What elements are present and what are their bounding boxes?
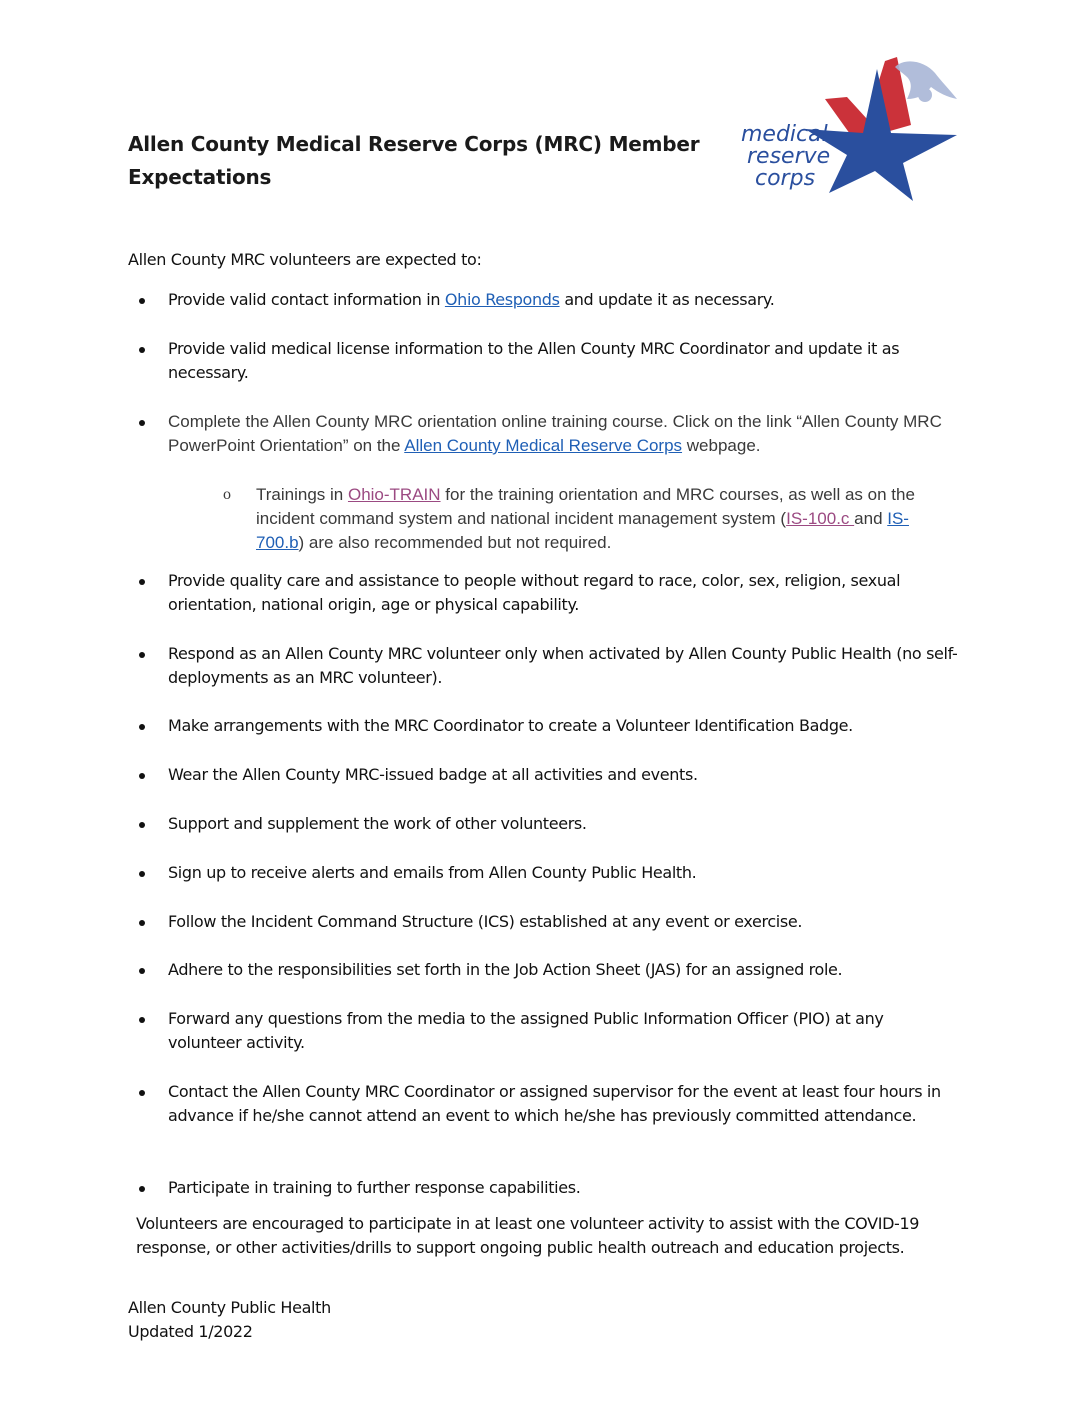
is-700b-link[interactable]: IS-700.b bbox=[256, 509, 909, 552]
bullet-icon bbox=[139, 920, 145, 926]
list-item bbox=[168, 910, 958, 934]
bullet-icon bbox=[139, 652, 145, 658]
list-item-text: Follow the Incident Command Structure (ICS) established at any event or exercise. bbox=[168, 912, 803, 931]
list-item-text: Forward any questions from the media to the assigned Public Information Officer (PIO) at any volunteer activity. bbox=[168, 1009, 884, 1052]
list-item-text: Wear the Allen County MRC-issued badge at all activities and events. bbox=[168, 765, 698, 784]
sub-list-item bbox=[223, 483, 956, 555]
list-item-text: Participate in training to further response capabilities. bbox=[168, 1178, 581, 1197]
closing-paragraph: Volunteers are encouraged to participate in at least one volunteer activity to assist with the COVID-19 response, or other activities/drills to support ongoing public health outreach and education projects. bbox=[136, 1214, 920, 1257]
list-item bbox=[168, 1007, 958, 1055]
list-item-text: Adhere to the responsibilities set forth in the Job Action Sheet (JAS) for an assigned role. bbox=[168, 960, 843, 979]
sub-bullet-icon: o bbox=[223, 486, 231, 503]
footer bbox=[128, 1296, 331, 1344]
list-item-text: Complete the Allen County MRC orientation online training course. Click on the link “Allen County MRC PowerPoint Orientation” on the bbox=[168, 412, 942, 455]
logo-text-medical: medical bbox=[741, 122, 828, 147]
bullet-icon bbox=[139, 1186, 145, 1192]
list-item bbox=[168, 337, 958, 385]
bullet-icon bbox=[139, 420, 145, 426]
list-item-text: and update it as necessary. bbox=[559, 290, 775, 309]
list-item bbox=[168, 958, 958, 982]
list-item bbox=[168, 861, 958, 885]
list-item-text: Contact the Allen County MRC Coordinator or assigned supervisor for the event at least four hours in advance if he/she cannot attend an event to which he/she has previously committed attendance. bbox=[168, 1082, 941, 1125]
bullet-icon bbox=[139, 1090, 145, 1096]
list-item bbox=[168, 410, 958, 458]
bullet-icon bbox=[139, 579, 145, 585]
list-item bbox=[168, 569, 958, 617]
list-item-text: Respond as an Allen County MRC volunteer only when activated by Allen County Public Health (no self-deployments as an MRC volunteer). bbox=[168, 644, 958, 687]
intro-text: Allen County MRC volunteers are expected to: bbox=[128, 250, 482, 269]
list-item-text: Provide valid medical license information to the Allen County MRC Coordinator and update it as necessary. bbox=[168, 339, 900, 382]
ohio-responds-link[interactable]: Ohio Responds bbox=[444, 290, 560, 309]
list-item bbox=[168, 642, 958, 690]
sub-item-text: and bbox=[854, 509, 888, 528]
list-item bbox=[168, 288, 958, 312]
logo-text-corps: corps bbox=[755, 166, 816, 191]
list-item-text: Provide quality care and assistance to people without regard to race, color, sex, religion, sexual orientation, national origin, age or physical capability. bbox=[168, 571, 901, 614]
sub-item-text: ) are also recommended but not required. bbox=[298, 533, 612, 552]
bullet-icon bbox=[139, 298, 145, 304]
bullet-icon bbox=[139, 724, 145, 730]
list-item-text: Provide valid contact information in bbox=[168, 290, 445, 309]
ohio-train-link[interactable]: Ohio-TRAIN bbox=[347, 485, 441, 504]
mrc-webpage-link[interactable]: Allen County Medical Reserve Corps bbox=[404, 436, 683, 455]
mrc-logo bbox=[735, 55, 963, 203]
list-item bbox=[168, 714, 958, 738]
list-item bbox=[168, 763, 958, 787]
logo-text-reserve: reserve bbox=[747, 144, 831, 169]
list-item bbox=[168, 1176, 958, 1200]
bullet-icon bbox=[139, 871, 145, 877]
bullet-icon bbox=[139, 773, 145, 779]
list-item bbox=[168, 812, 958, 836]
footer-updated: Updated 1/2022 bbox=[128, 1322, 253, 1341]
list-item-text: Support and supplement the work of other volunteers. bbox=[168, 814, 587, 833]
is-100c-link[interactable]: IS-100.c bbox=[786, 509, 855, 528]
list-item bbox=[168, 1080, 958, 1128]
page-title: Allen County Medical Reserve Corps (MRC) Member Expectations bbox=[128, 132, 700, 189]
bullet-icon bbox=[139, 822, 145, 828]
bullet-icon bbox=[139, 1017, 145, 1023]
list-item-text: webpage. bbox=[682, 436, 761, 455]
sub-item-text: for the training orientation and MRC courses, as well as on the incident command system and national incident management system ( bbox=[256, 485, 915, 528]
list-item-text: Make arrangements with the MRC Coordinator to create a Volunteer Identification Badge. bbox=[168, 716, 853, 735]
bullet-icon bbox=[139, 968, 145, 974]
bullet-icon bbox=[139, 347, 145, 353]
list-item-text: Sign up to receive alerts and emails from Allen County Public Health. bbox=[168, 863, 697, 882]
footer-org: Allen County Public Health bbox=[128, 1298, 331, 1317]
sub-item-text: Trainings in bbox=[256, 485, 348, 504]
